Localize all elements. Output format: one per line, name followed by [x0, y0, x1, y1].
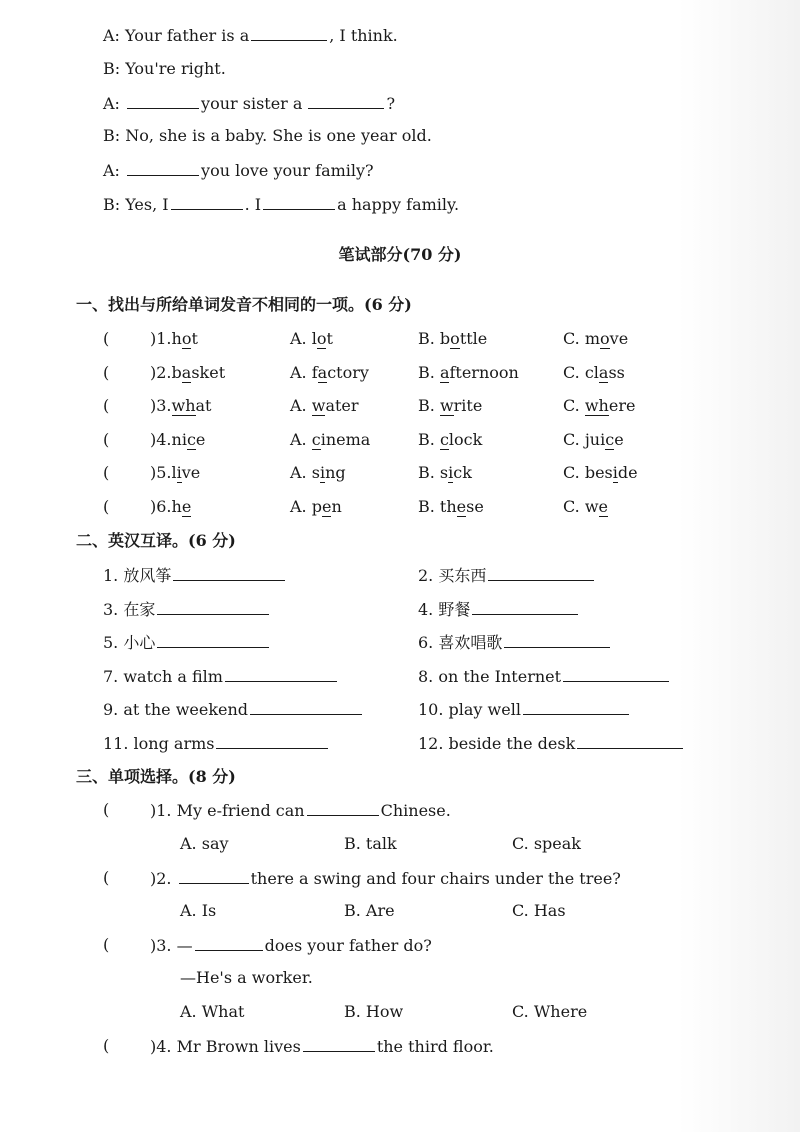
option-a[interactable]: A. sing [290, 463, 346, 483]
answer-paren[interactable]: ( [103, 329, 110, 348]
option-a[interactable]: A. water [290, 396, 359, 416]
answer-blank[interactable] [577, 732, 683, 749]
option-c[interactable]: C. beside [563, 463, 638, 483]
option-a[interactable]: A. pen [290, 497, 342, 516]
section1-title: 一、找出与所给单词发音不相同的一项。(6 分) [76, 295, 412, 314]
translation-item: 9. at the weekend [103, 698, 364, 721]
answer-blank[interactable] [195, 934, 263, 951]
translation-item: 2. 买东西 [418, 564, 596, 587]
question-2: )2. there a swing and four chairs under the tree? [150, 869, 621, 888]
option-c[interactable]: C. Where [512, 1002, 588, 1021]
answer-blank[interactable] [179, 867, 249, 884]
answer-blank[interactable] [157, 598, 269, 615]
answer-paren[interactable]: ( [103, 497, 110, 516]
translation-item: 5. 小心 [103, 631, 271, 654]
option-b[interactable]: B. bottle [418, 329, 488, 348]
option-c[interactable]: C. juice [563, 429, 624, 449]
answer-blank[interactable] [303, 1035, 375, 1052]
answer-blank[interactable] [173, 564, 285, 581]
option-b[interactable]: B. sick [418, 463, 472, 483]
translation-item: 12. beside the desk [418, 732, 685, 755]
option-b[interactable]: B. Are [344, 901, 395, 920]
answer-blank[interactable] [504, 631, 610, 648]
question-word: )4.nice [150, 429, 206, 449]
option-b[interactable]: B. How [344, 1002, 404, 1021]
answer-blank[interactable] [251, 24, 327, 41]
option-c[interactable]: C. move [563, 329, 629, 348]
answer-paren[interactable]: ( [103, 362, 110, 382]
question-word: )5.live [150, 463, 201, 483]
answer-blank[interactable] [563, 665, 669, 682]
translation-item: 8. on the Internet [418, 665, 671, 688]
option-b[interactable]: B. these [418, 497, 484, 516]
answer-blank[interactable] [523, 698, 629, 715]
option-c[interactable]: C. speak [512, 834, 581, 853]
section3-title: 三、单项选择。(8 分) [76, 767, 236, 786]
question-3: )3. — does your father do? [150, 936, 432, 955]
option-c[interactable]: C. we [563, 497, 609, 516]
translation-item: 3. 在家 [103, 598, 271, 621]
dialogue-line-1: A: Your father is a , I think. [103, 26, 398, 45]
answer-paren[interactable]: ( [103, 429, 110, 449]
translation-item: 4. 野餐 [418, 598, 580, 621]
answer-blank[interactable] [127, 92, 199, 109]
written-section-title: 笔试部分(70 分) [338, 245, 462, 264]
translation-item: 11. long arms [103, 732, 330, 755]
option-b[interactable]: B. clock [418, 429, 483, 449]
dialogue-line-3: A: your sister a ? [103, 94, 396, 113]
translation-item: 6. 喜欢唱歌 [418, 631, 612, 654]
option-c[interactable]: C. where [563, 396, 636, 416]
answer-blank[interactable] [263, 193, 335, 210]
answer-paren[interactable]: ( [103, 396, 110, 416]
option-c[interactable]: C. Has [512, 901, 566, 920]
option-c[interactable]: C. class [563, 362, 625, 382]
translation-item: 7. watch a film [103, 665, 339, 688]
answer-paren[interactable]: ( [103, 868, 110, 887]
answer-blank[interactable] [157, 631, 269, 648]
translation-item: 1. 放风筝 [103, 564, 287, 587]
dialogue-line-5: A: you love your family? [103, 161, 374, 180]
page-edge-shadow [678, 0, 800, 1132]
answer-blank[interactable] [307, 799, 379, 816]
option-a[interactable]: A. factory [290, 362, 369, 382]
dialogue-line-6: B: Yes, I . I a happy family. [103, 195, 460, 214]
option-b[interactable]: B. afternoon [418, 362, 519, 382]
option-a[interactable]: A. lot [290, 329, 333, 348]
question-1: )1. My e-friend can Chinese. [150, 801, 451, 820]
answer-blank[interactable] [171, 193, 243, 210]
option-a[interactable]: A. cinema [290, 429, 371, 449]
translation-item: 10. play well [418, 698, 631, 721]
question-word: )6.he [150, 497, 192, 516]
answer-blank[interactable] [488, 564, 594, 581]
option-a[interactable]: A. What [180, 1002, 245, 1021]
answer-paren[interactable]: ( [103, 800, 110, 819]
question-4: )4. Mr Brown lives the third floor. [150, 1037, 494, 1056]
question-word: )3.what [150, 396, 212, 416]
dialogue-line-4: B: No, she is a baby. She is one year old. [103, 126, 432, 145]
answer-blank[interactable] [472, 598, 578, 615]
answer-paren[interactable]: ( [103, 1036, 110, 1055]
option-b[interactable]: B. write [418, 396, 483, 416]
question-word: )1.hot [150, 329, 198, 348]
answer-blank[interactable] [216, 732, 328, 749]
option-a[interactable]: A. Is [180, 901, 217, 920]
question-3-reply: —He's a worker. [180, 968, 313, 987]
option-b[interactable]: B. talk [344, 834, 397, 853]
dialogue-line-2: B: You're right. [103, 59, 226, 78]
option-a[interactable]: A. say [180, 834, 229, 853]
question-word: )2.basket [150, 362, 226, 382]
answer-blank[interactable] [127, 159, 199, 176]
answer-blank[interactable] [308, 92, 384, 109]
answer-blank[interactable] [250, 698, 362, 715]
section2-title: 二、英汉互译。(6 分) [76, 531, 236, 550]
answer-paren[interactable]: ( [103, 935, 110, 954]
answer-paren[interactable]: ( [103, 463, 110, 483]
answer-blank[interactable] [225, 665, 337, 682]
